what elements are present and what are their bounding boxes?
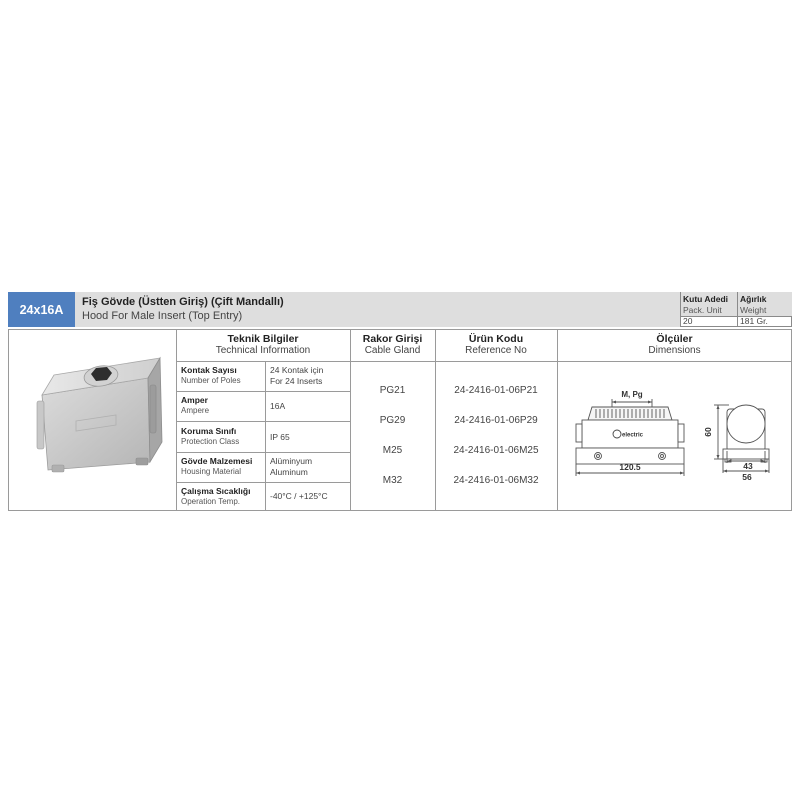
product-badge: 24x16A — [8, 292, 75, 327]
spec-value-ampere: 16A — [270, 401, 286, 411]
divider — [176, 452, 350, 453]
pack-unit-value: 20 — [683, 316, 693, 326]
weight-label-en: Weight — [740, 305, 767, 315]
technical-header-en: Technical Information — [215, 345, 311, 356]
divider — [176, 482, 350, 483]
spec-label-material: Gövde Malzemesi — [181, 456, 253, 466]
spec-value-poles: 24 Kontak için — [270, 365, 324, 375]
reference-value: 24-2416-01-06P21 — [454, 385, 538, 396]
spec-label-poles-en: Number of Poles — [181, 376, 241, 385]
dimension-drawing — [557, 361, 792, 511]
reference-value: 24-2416-01-06M32 — [453, 475, 539, 486]
pack-unit-label-tr: Kutu Adedi — [683, 294, 729, 304]
length-dimension-label: 120.5 — [619, 462, 641, 472]
inner-width-dimension-label: 43 — [743, 461, 753, 471]
reference-value: 24-2416-01-06P29 — [454, 415, 538, 426]
spec-label-temperature-en: Operation Temp. — [181, 497, 240, 506]
gland-dimension-label: M, Pg — [621, 390, 643, 399]
reference-header-en: Reference No — [465, 345, 527, 356]
spec-label-protection: Koruma Sınıfı — [181, 426, 237, 436]
reference-header-tr: Ürün Kodu — [468, 333, 524, 345]
cable-gland-header-en: Cable Gland — [364, 345, 421, 356]
product-title: Fiş Gövde (Üstten Giriş) (Çift Mandallı) — [82, 296, 284, 308]
spec-label-ampere: Amper — [181, 395, 208, 405]
weight-value: 181 Gr. — [740, 316, 768, 326]
cable-gland-value: PG21 — [379, 385, 406, 396]
spec-label-material-en: Housing Material — [181, 467, 242, 476]
divider — [176, 421, 350, 422]
divider — [176, 329, 177, 511]
dimensions-header-tr: Ölçüler — [656, 333, 693, 345]
weight-label-tr: Ağırlık — [740, 294, 767, 304]
technical-header-tr: Teknik Bilgiler — [227, 333, 299, 345]
product-subtitle: Hood For Male Insert (Top Entry) — [82, 310, 243, 322]
cable-gland-value: M25 — [382, 445, 403, 456]
spec-label-protection-en: Protection Class — [181, 437, 240, 446]
spec-label-poles: Kontak Sayısı — [181, 365, 237, 375]
reference-value: 24-2416-01-06M25 — [453, 445, 539, 456]
divider — [176, 391, 350, 392]
spec-value-material-en: Aluminum — [270, 467, 308, 477]
spec-value-protection: IP 65 — [270, 432, 290, 442]
cable-gland-header-tr: Rakor Girişi — [362, 333, 423, 345]
dimensions-header-en: Dimensions — [648, 345, 701, 356]
spec-label-temperature: Çalışma Sıcaklığı — [181, 486, 251, 496]
cable-gland-value: PG29 — [379, 415, 406, 426]
spec-value-material: Alüminyum — [270, 456, 313, 466]
height-dimension-label: 60 — [703, 427, 713, 437]
pack-unit-label-en: Pack. Unit — [683, 305, 722, 315]
spec-label-ampere-en: Ampere — [181, 406, 210, 415]
outer-width-dimension-label: 56 — [742, 472, 752, 482]
brand-logo-text: electric — [622, 432, 644, 439]
divider — [265, 361, 266, 511]
cable-gland-value: M32 — [382, 475, 403, 486]
spec-value-poles-en: For 24 Inserts — [270, 376, 323, 386]
spec-value-temperature: -40°C / +125°C — [270, 491, 328, 501]
hood-photo — [8, 329, 176, 511]
